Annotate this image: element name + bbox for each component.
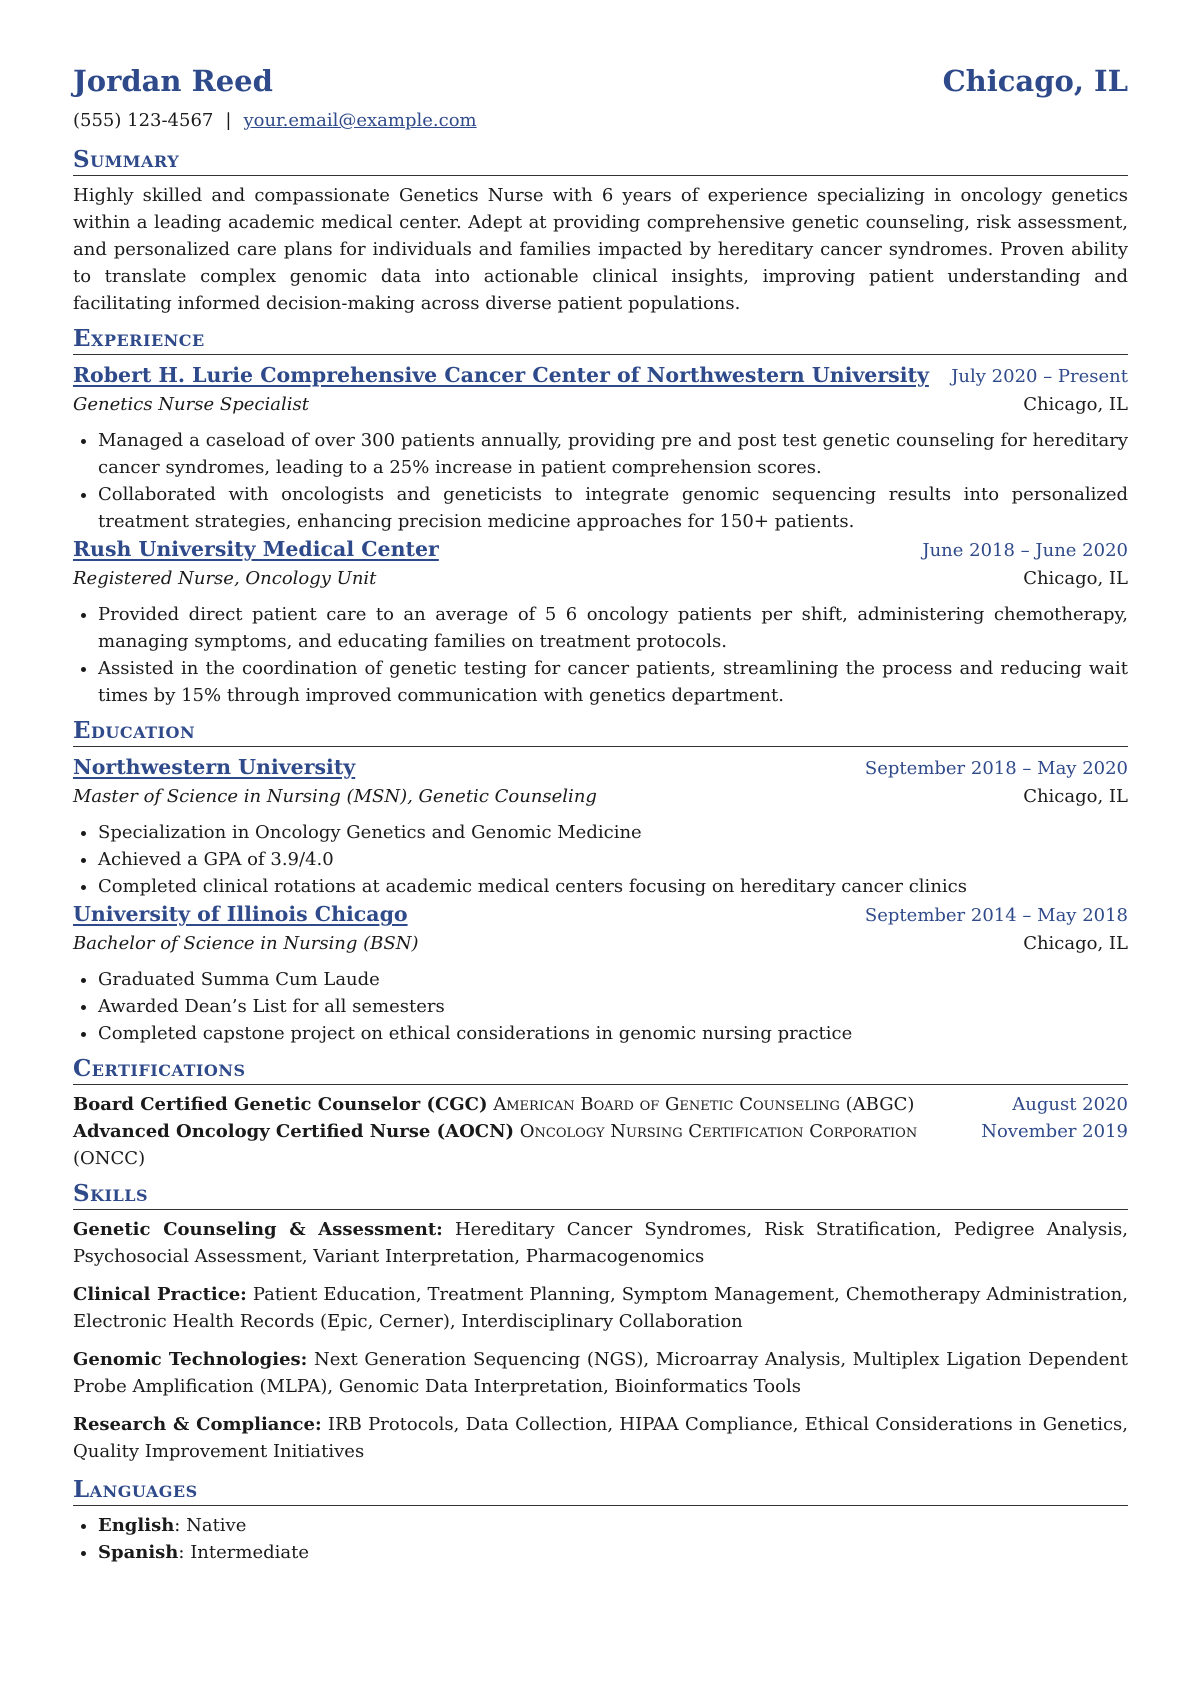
entry-subheader [73, 391, 1128, 419]
entry-bullets [73, 427, 1128, 535]
entry-header [73, 753, 1128, 783]
section-title-certifications: Certifications [73, 1055, 1128, 1085]
language-level: : Intermediate [178, 1542, 310, 1563]
bullet-item: • Completed capstone project on ethical considerations in genomic nursing practice [98, 1020, 1128, 1047]
email-link[interactable]: your.email@example.com [243, 110, 477, 131]
entry-subheader [73, 930, 1128, 958]
bullet-item: • Awarded Dean’s List for all semesters [98, 993, 1128, 1020]
summary-text: Highly skilled and compassionate Genetics Nurse with 6 years of experience specializing in oncology genetics within a leading academic medical center. Adept at providing comprehensive genetic counseling, risk assessment, and personalized care plans for individuals and families impacted by hereditary cancer syndromes. Proven ability to translate complex genomic data into actionable clinical insights, improving patient understanding and facilitating informed decision-making across diverse patient populations. [73, 185, 1128, 314]
skill-group-label: Clinical Practice: [73, 1284, 247, 1305]
experience-entry [73, 361, 1128, 535]
bullet-item: • Assisted in the coordination of genetic testing for cancer patients, streamlining the process and reducing wait times by 15% through improved communication with genetics department. [98, 655, 1128, 709]
language-item [98, 1539, 1128, 1566]
entry-dates: July 2020 – Present [951, 366, 1128, 387]
entry-subheader [73, 565, 1128, 593]
entry-subheader [73, 783, 1128, 811]
skill-group [73, 1411, 1128, 1465]
phone-number: (555) 123-4567 [73, 110, 214, 131]
language-list [73, 1512, 1128, 1566]
skill-group-label: Genetic Counseling & Assessment: [73, 1219, 443, 1240]
education-list [73, 753, 1128, 1047]
contact-separator: | [225, 110, 232, 131]
entry-location: Chicago, IL [1023, 568, 1128, 589]
organization-link[interactable]: Northwestern University [73, 755, 356, 779]
certification-date: August 2020 [1012, 1094, 1128, 1115]
experience-list [73, 361, 1128, 709]
skill-group-text: Hereditary Cancer Syndromes, Risk Stratification, Pedigree Analysis, Psychosocial Assessment, Variant Interpretation, Pharmacogenomics [73, 1219, 1128, 1267]
entry-location: Chicago, IL [1023, 394, 1128, 415]
resume-header [73, 64, 1128, 104]
skill-group-label: Research & Compliance: [73, 1414, 322, 1435]
skills-list [73, 1216, 1128, 1465]
entry-role: Bachelor of Science in Nursing (BSN) [73, 933, 419, 954]
skill-group-label: Genomic Technologies: [73, 1349, 308, 1370]
entry-location: Chicago, IL [1023, 786, 1128, 807]
language-name: Spanish [98, 1542, 179, 1563]
entry-role: Genetics Nurse Specialist [73, 394, 309, 415]
skill-group-text: IRB Protocols, Data Collection, HIPAA Compliance, Ethical Considerations in Genetics, Quality Improvement Initiatives [73, 1414, 1128, 1462]
bullet-item: • Managed a caseload of over 300 patients annually, providing pre and post test genetic counseling for hereditary cancer syndromes, leading to a 25% increase in patient comprehension scores. [98, 427, 1128, 481]
candidate-name: Jordan Reed [73, 64, 273, 98]
skill-group-text: Patient Education, Treatment Planning, Symptom Management, Chemotherapy Administration, Electronic Health Records (Epic, Cerner), Interdisciplinary Collaboration [73, 1284, 1128, 1332]
section-title-languages: Languages [73, 1476, 1128, 1506]
entry-role: Registered Nurse, Oncology Unit [73, 568, 377, 589]
bullet-item: • Specialization in Oncology Genetics and Genomic Medicine [98, 819, 1128, 846]
entry-dates: June 2018 – June 2020 [922, 540, 1128, 561]
entry-header [73, 361, 1128, 391]
contact-line [73, 110, 1128, 138]
entry-bullets [73, 601, 1128, 709]
language-name: English [98, 1515, 175, 1536]
candidate-location: Chicago, IL [942, 64, 1128, 98]
certification-list [73, 1091, 1128, 1172]
education-entry [73, 753, 1128, 900]
organization-link[interactable]: Rush University Medical Center [73, 537, 439, 561]
organization-link[interactable]: Robert H. Lurie Comprehensive Cancer Center of Northwestern University [73, 363, 929, 387]
certification-date: November 2019 [981, 1121, 1128, 1142]
experience-entry [73, 535, 1128, 709]
entry-location: Chicago, IL [1023, 933, 1128, 954]
certification-row [73, 1091, 1128, 1118]
certification-main [73, 1091, 1012, 1118]
section-title-summary: Summary [73, 146, 1128, 176]
entry-bullets [73, 966, 1128, 1047]
certification-main [73, 1118, 981, 1172]
bullet-item: • Collaborated with oncologists and geneticists to integrate genomic sequencing results into personalized treatment strategies, enhancing precision medicine approaches for 150+ patients. [98, 481, 1128, 535]
language-item [98, 1512, 1128, 1539]
education-entry [73, 900, 1128, 1047]
bullet-item: • Graduated Summa Cum Laude [98, 966, 1128, 993]
entry-dates: September 2018 – May 2020 [864, 758, 1128, 779]
entry-role: Master of Science in Nursing (MSN), Genetic Counseling [73, 786, 597, 807]
entry-bullets [73, 819, 1128, 900]
entry-header [73, 900, 1128, 930]
certification-row [73, 1118, 1128, 1172]
skill-group [73, 1281, 1128, 1335]
language-level: : Native [174, 1515, 247, 1536]
resume-content [73, 64, 1128, 1566]
organization-link[interactable]: University of Illinois Chicago [73, 902, 408, 926]
certification-issuer: American Board of Genetic Counseling (ABGC) [493, 1094, 915, 1115]
skill-group [73, 1216, 1128, 1270]
entry-dates: September 2014 – May 2018 [864, 905, 1128, 926]
certification-name: Board Certified Genetic Counselor (CGC) [73, 1094, 488, 1115]
bullet-item: • Completed clinical rotations at academic medical centers focusing on hereditary cancer clinics [98, 873, 1128, 900]
skill-group [73, 1346, 1128, 1400]
skill-group-text: Next Generation Sequencing (NGS), Microarray Analysis, Multiplex Ligation Dependent Probe Amplification (MLPA), Genomic Data Interpretation, Bioinformatics Tools [73, 1349, 1128, 1397]
bullet-item: • Achieved a GPA of 3.9/4.0 [98, 846, 1128, 873]
section-title-experience: Experience [73, 325, 1128, 355]
certification-name: Advanced Oncology Certified Nurse (AOCN) [73, 1121, 515, 1142]
bullet-item: • Provided direct patient care to an average of 5 6 oncology patients per shift, administering chemotherapy, managing symptoms, and educating families on treatment protocols. [98, 601, 1128, 655]
section-title-education: Education [73, 717, 1128, 747]
entry-header [73, 535, 1128, 565]
certification-issuer: Oncology Nursing Certification Corporation (ONCC) [73, 1121, 918, 1169]
section-title-skills: Skills [73, 1180, 1128, 1210]
